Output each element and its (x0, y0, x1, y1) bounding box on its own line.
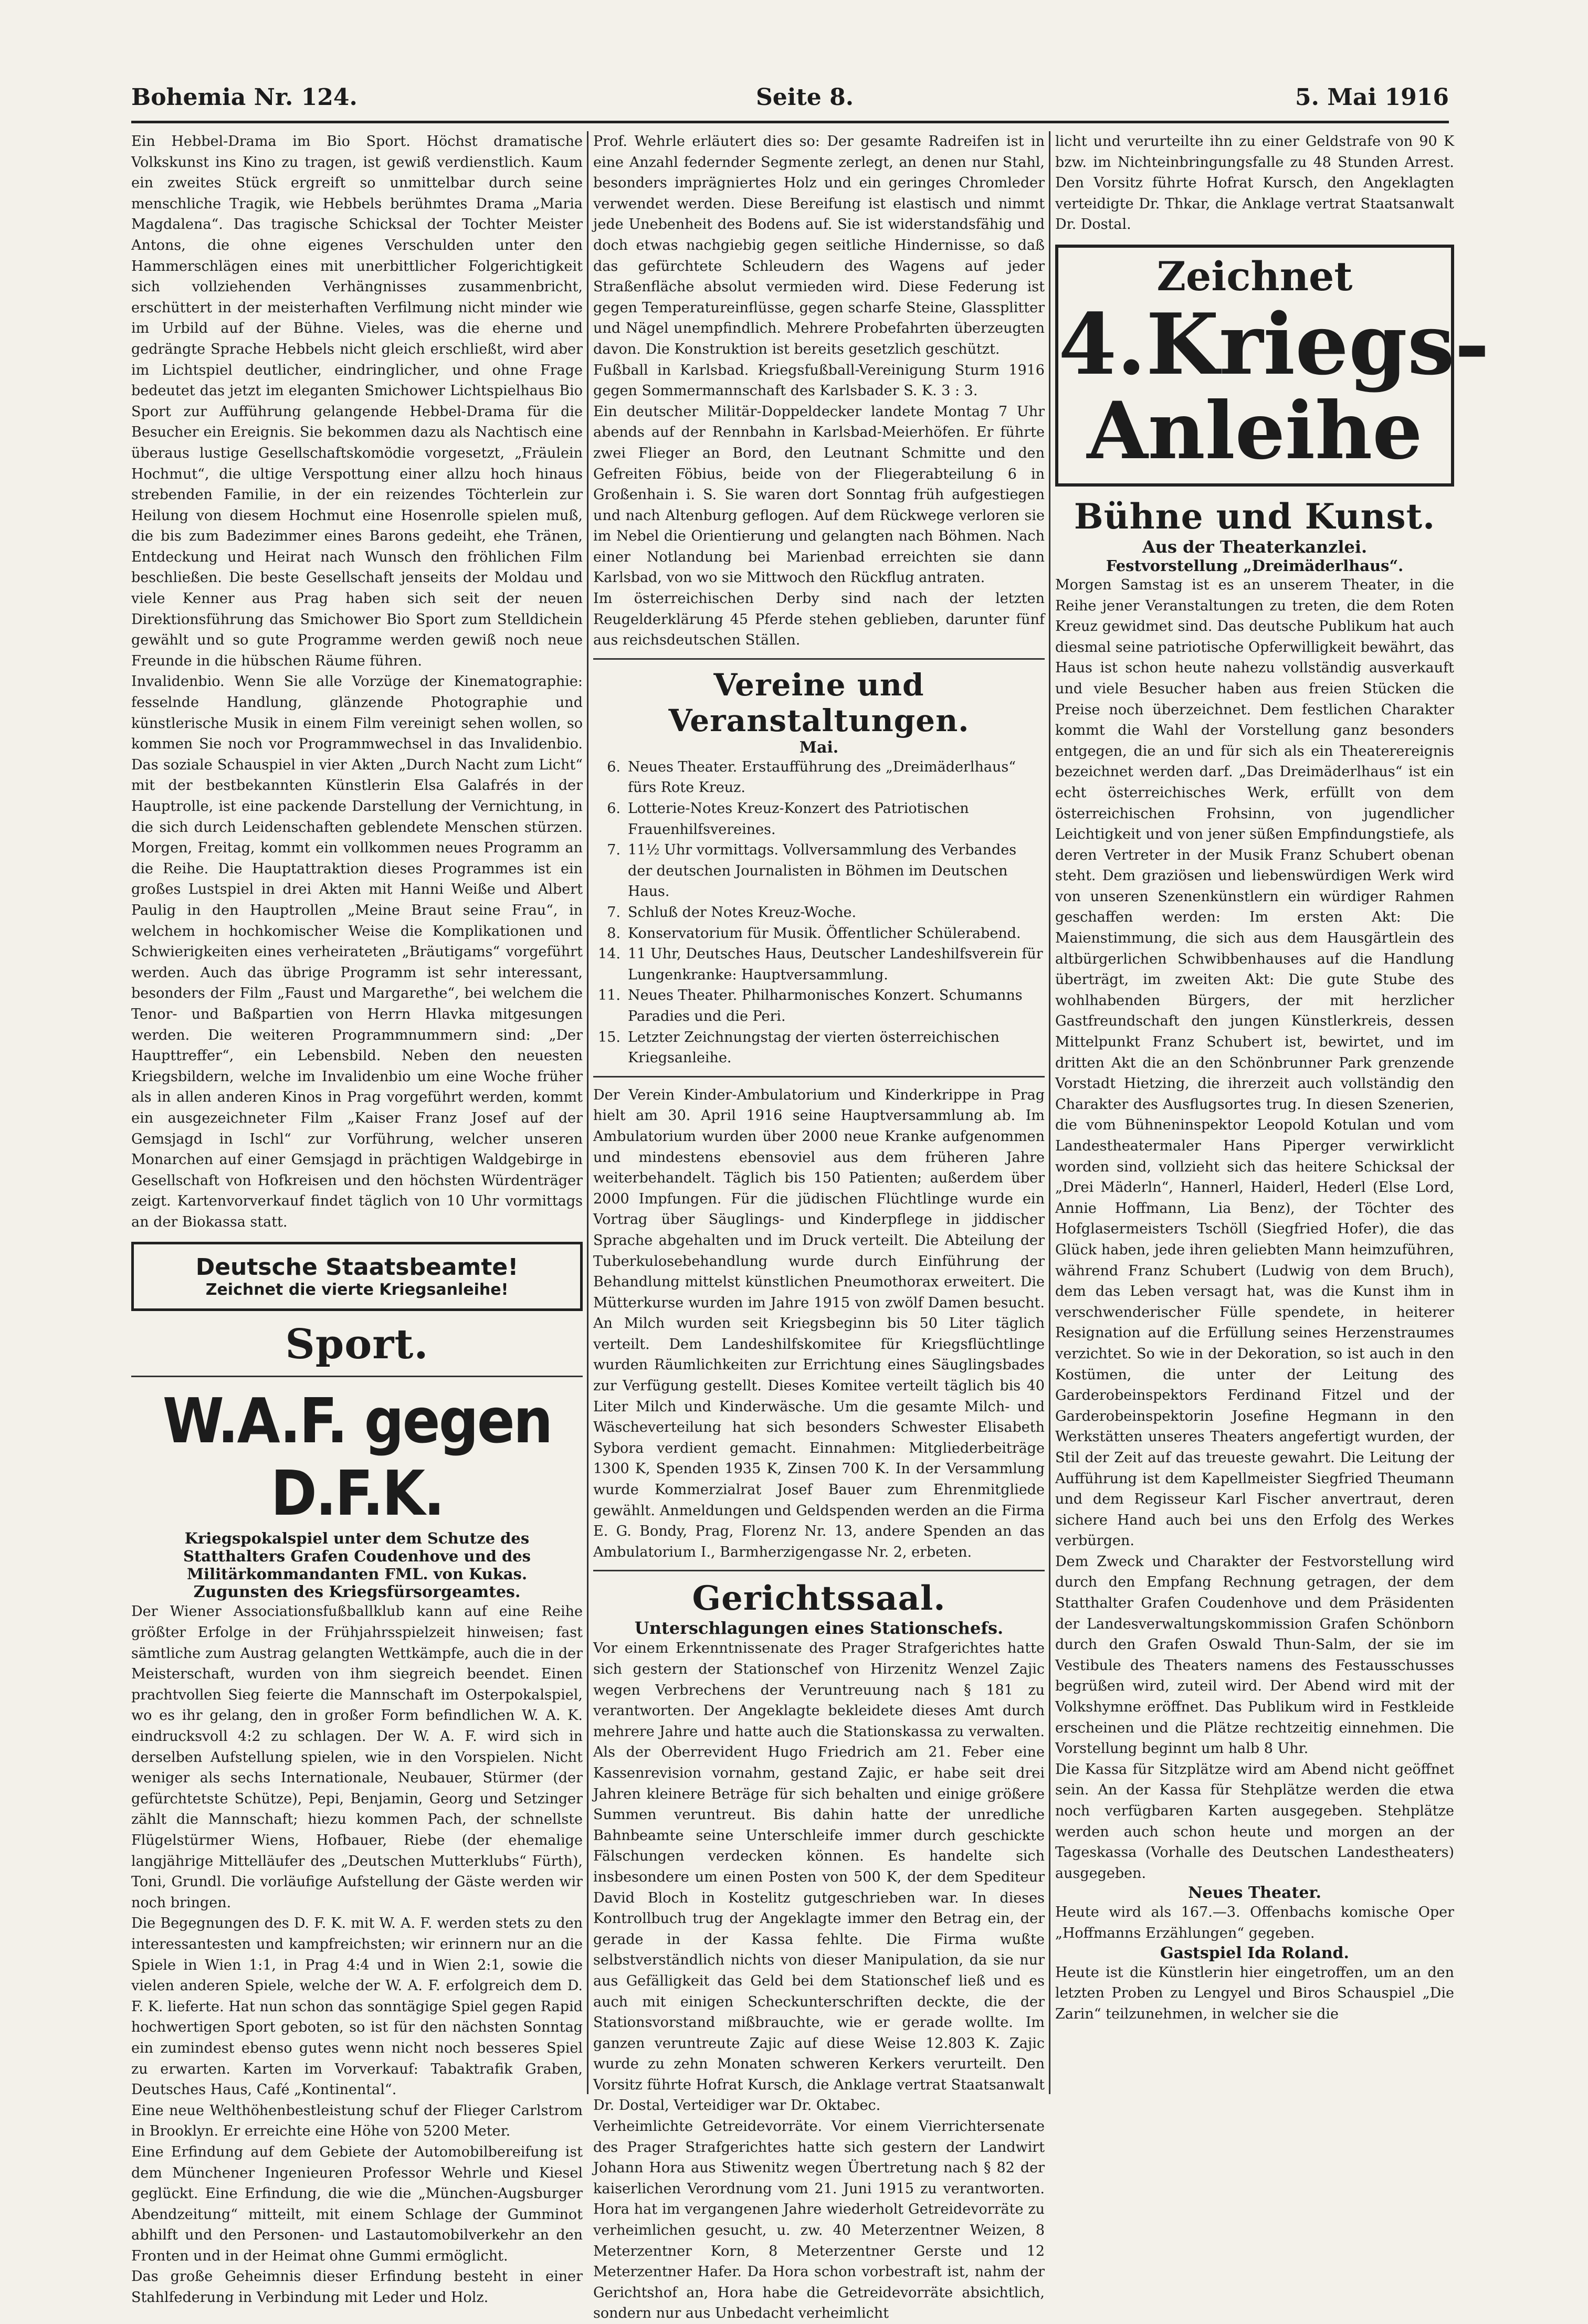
ad-anleihe: Anleihe (1087, 384, 1423, 477)
section-title-vereine: Vereine und Veranstaltungen. (668, 667, 970, 738)
subheadline-waf-2: Zugunsten des Kriegsfürsorgeamtes. (193, 1583, 521, 1602)
ad-staatsbeamte (131, 1242, 583, 1311)
article-wehrle: Prof. Wehrle erläutert dies so: Der gesamte Radreifen ist in eine Anzahl federnder Segmente zerlegt, an denen nur Stahl, besonders imprägniertes Holz und ein geringes Chromleder verwendet werden. Diese Bereifung ist elastisch und nimmt jede Unebenheit des Bodens auf. Sie ist widerstandsfähig und doch etwas nachgiebig gegen seitliche Hindernisse, so daß das gefürchtete Schleudern des Wagens auf jeder Straßenfläche absolut vermieden wird. Diese Federung ist gegen Temperatureinflüsse, gegen scharfe Steine, Glassplitter und Nägel unempfindlich. Mehrere Probefahrten überzeugten davon. Die Konstruktion ist bereits gesetzlich geschützt. (593, 133, 1045, 357)
list-item: 8. Konservatorium für Musik. Öffentlicher Schülerabend. (607, 925, 1021, 942)
article-gastspiel: Heute ist die Künstlerin hier eingetroffen, um an den letzten Proben zu Lengyel und Biros Schauspiel „Die Zarin“ teilzunehmen, in welcher sie die (1055, 1964, 1454, 2022)
issue-date: 5. Mai 1916 (1295, 84, 1449, 111)
events-list (593, 757, 1045, 1069)
article-continued: licht und verurteilte ihn zu einer Geldstrafe von 90 K bzw. im Nichteinbringungsfalle zu 48 Stunden Arrest. Den Vorsitz führte Hofrat Kursch, den Angeklagten verteidigte Dr. Thkar, die Anklage vertrat Staatsanwalt Dr. Dostal. (1055, 133, 1454, 233)
column-divider (587, 131, 588, 2094)
column-middle (593, 131, 1045, 2324)
headline-unterschlagungen: Unterschlagungen eines Stationschefs. (634, 1618, 1004, 1639)
article-doppeldecker: Ein deutscher Militär-Doppeldecker landete Montag 7 Uhr abends auf der Rennbahn in Karlsbad-Meierhöfen. Er führte zwei Flieger an Bord, den Leutnant Schmitte und den Gefreiten Föbius, beide von der Fliegerabteilung 6 in Großenhain i. S. Sie waren dort Sonntag früh aufgestiegen und nach Altenburg geflogen. Auf dem Rückwege verloren sie im Nebel die Orientierung und gelangten nach Böhmen. Nach einer Notlandung bei Marienbad erreichten sie dann Karlsbad, von wo sie Mittwoch den Rückflug antraten. (593, 403, 1045, 586)
section-title-buehne: Bühne und Kunst. (1074, 495, 1436, 537)
subhead-gastspiel: Gastspiel Ida Roland. (1160, 1943, 1349, 1962)
ad-zeichnet: Zeichnet (1156, 252, 1353, 300)
ad-line-2: Zeichnet die vierte Kriegsanleihe! (205, 1281, 509, 1300)
article-fest-1: Morgen Samstag ist es an unserem Theater, in die Reihe jener Veranstaltungen zu treten, die dem Roten Kreuz gewidmet sind. Das deutsche Publikum hat auch diesmal seine patriotische Opferwilligkeit bewährt, das Haus ist schon heute nahezu vollständig ausverkauft und viele Besucher haben aus freien Stücken die Preise noch überzeichnet. Dem festlichen Charakter kommt die Wahl der Vorstellung ganz besonders entgegen, die an und für sich als ein Theaterereignis bezeichnet werden darf. „Das Dreimäderlhaus“ ist ein echt österreichisches Werk, erfüllt von dem österreichischen Frohsinn, von jugendlicher Leichtigkeit und von jener süßen Empfindungstiefe, als deren Vertreter in der Musik Franz Schubert obenan steht. Dem graziösen und liebenswürdigen Werk wird von unseren Szenenkünstlern ein würdiger Rahmen geschaffen werden: Im ersten Akt: Die Maienstimmung, die sich aus dem Hausgärtlein des altbürgerlichen Schwibbenhauses auf die Handlung überträgt, im zweiten Akt: Die gute Stube des wohlhabenden Bürgers, der mit herzlicher Gastfreundschaft den jungen Künstlerkreis, dessen Mittelpunkt Franz Schubert ist, bewirtet, und im dritten Akt die an den Schönbrunner Park grenzende Vorstadt Hietzing, die ihrerzeit auch vollständig den Charakter des Ausflugsortes trug. In diesen Szenerien, die vom Bühneninspektor Leopold Kotulan und vom Landestheatermaler Hans Piperger verwirklicht worden sind, vollzieht sich das heitere Schicksal der „Drei Mäderln“, Hannerl, Haiderl, Hederl (Else Lord, Annie Hoffmann, Lia Benz), der Töchter des Hofglasermeisters Tschöll (Siegfried Hofer), die das Glück haben, jede ihren geliebten Mann heimzuführen, während Franz Schubert (Ludwig von dem Bruch), dem das Leben versagt hat, was die Kunst ihm in verschwenderischer Fülle spendete, in heiterer Resignation auf die Erfüllung seines Herzenstraumes verzichtet. So wie in der Dekoration, so ist auch in den Kostümen, die unter der Leitung des Garderobeinspektors Ferdinand Fitzel und der Garderobeinspektorin Josefine Hegmann in den Werkstätten unseres Theaters angefertigt wurden, der Stil der Zeit auf das treueste gewahrt. Die Leitung der Aufführung ist dem Kapellmeister Siegfried Theumann und dem Regisseur Karl Fischer anvertraut, deren sichere Hand auch bei uns den Erfolg des Werkes verbürgen. (1055, 576, 1454, 1549)
section-title-gerichtssaal: Gerichtssaal. (692, 1579, 946, 1619)
headline-waf: W.A.F. gegen D.F.K. (162, 1385, 552, 1530)
article-erfindung: Eine Erfindung auf dem Gebiete der Automobilbereifung ist dem Münchener Ingenieuren Professor Wehrle und Kiesel geglückt. Eine Erfindung, die wie die „München-Augsburger Abendzeitung“ mitteilt, mit einem Schlage der Gumminot abhilft und den Personen- und Lastautomobilverkehr an den Fronten und in der Heimat ohne Gummi ermöglicht. (131, 2143, 583, 2264)
ad-kriegsanleihe (1055, 245, 1490, 487)
article-fest-2: Dem Zweck und Charakter der Festvorstellung wird durch den Empfang Rechnung getragen, der dem Statthalter Grafen Coudenhove und dem Präsidenten der Landesverwaltungskommission Grafen Schönborn durch den Grafen Oswald Thun-Salm, der sie im Vestibule des Theaters namens des Festausschusses begrüßen wird, zuteil wird. Der Abend wird mit der Volkshymne eröffnet. Das Publikum wird in Festkleide erscheinen und die Plätze rechtzeitig einnehmen. Die Vorstellung beginnt um halb 8 Uhr. (1055, 1553, 1454, 1757)
section-title-sport: Sport. (285, 1321, 429, 1369)
list-item: 15. Letzter Zeichnungstag der vierten österreichischen Kriegsanleihe. (598, 1029, 1000, 1066)
column-left (131, 131, 583, 2308)
article-karlsbad: Fußball in Karlsbad. Kriegsfußball-Vereinigung Sturm 1916 gegen Sommermannschaft des Karlsbader S. K. 3 : 3. (593, 362, 1045, 399)
ad-kriegs: 4.Kriegs- (1058, 294, 1490, 394)
article-hebbel: Ein Hebbel-Drama im Bio Sport. Höchst dramatische Volkskunst ins Kino zu tragen, ist gewiß verdienstlich. Kaum ein zweites Stück ergreift so unmittelbar durch seine menschliche Tragik, wie Hebbels berühmtes Drama „Maria Magdalena“. Das tragische Schicksal der Tochter Meister Antons, die ohne eigenes Verschulden unter den Hammerschlägen eines mit unerbittlicher Folgerichtigkeit sich vollziehenden Verhängnisses zusammenbricht, erschüttert in der meisterhaften Verfilmung nicht minder wie im Urbild auf der Bühne. Vieles, was die eherne und gedrängte Sprache Hebbels nicht gleich erschließt, wird aber im Lichtspiel deutlicher, eindringlicher, und ohne Frage bedeutet das jetzt im eleganten Smichower Lichtspielhaus Bio Sport zur Aufführung gelangende Hebbel-Drama für die Besucher ein Ereignis. Sie bekommen dazu als Nachtisch eine überaus lustige Gesellschaftskomödie vorgesetzt, „Fräulein Hochmut“, die ultige Verspottung einer allzu hoch hinaus strebenden Familie, in der ein reizendes Töchterlein zur Heilung von diesem Hochmut eine Hosenrolle spielen muß, die bis zum Badezimmer eines Barons gedeiht, ehe Tränen, Entdeckung und Heirat nach Wunsch den fröhlichen Film beschließen. Die beste Gesellschaft jenseits der Moldau und viele Kenner aus Prag haben sich seit der neuen Direktionsführung das Smichower Bio Sport zum Stelldichein gewählt und so gute Programme werden gewiß noch neue Freunde in die hübschen Räume führen. (131, 133, 583, 669)
list-item: 6. Neues Theater. Erstaufführung des „Dreimäderlhaus“ fürs Rote Kreuz. (607, 758, 1016, 796)
article-getreide: Verheimlichte Getreidevorräte. Vor einem Vierrichtersenate des Prager Strafgerichtes hatte sich gestern der Landwirt Johann Hora aus Stiwenitz wegen Übertretung nach § 82 der kaiserlichen Verordnung vom 21. Juni 1915 zu verantworten. Hora hat im vergangenen Jahre wiederholt Getreidevorräte zu verheimlichen gesucht, u. zw. 40 Meterzentner Weizen, 8 Meterzentner Korn, 8 Meterzentner Gerste und 12 Meterzentner Hafer. Da Hora schon vorbestraft ist, nahm der Gerichtshof an, Hora habe die Getreidevorräte absichtlich, sondern nur aus Unbedacht verheimlicht (593, 2118, 1045, 2322)
subhead-festvorstellung: Festvorstellung „Dreimäderlhaus“. (1106, 556, 1404, 575)
subhead-theaterkanzlei: Aus der Theaterkanzlei. (1142, 536, 1368, 557)
article-unterschlagungen: Vor einem Erkenntnissenate des Prager Strafgerichtes hatte sich gestern der Stationschef von Hirzenitz Wenzel Zajic wegen Verbrechens der Veruntreuung nach § 181 zu verantworten. Der Angeklagte bekleidete dieses Amt durch mehrere Jahre und hatte auch die Stationskassa zu verwalten. Als der Oberrevident Hugo Friedrich am 21. Feber eine Kassenrevision vornahm, gestand Zajic, er habe seit drei Jahren kleinere Beträge für sich behalten und einige größere Summen veruntreut. Bis dahin hatte der unredliche Bahnbeamte seine Unterschleife immer durch geschickte Fälschungen verdecken können. Es handelte sich insbesondere um einen Posten von 500 K, der dem Spediteur David Bloch in Kostelitz gutgeschrieben war. In dieses Kontrollbuch trug der Angeklagte immer den Betrag ein, der gerade in der Kassa fehlte. Die Firma wußte selbstverständlich nichts von dieser Manipulation, da sie nur aus Gefälligkeit das Geld bei dem Stationschef ließ und es auch mit einigen Scheckunterschriften deckte, die der Stationsvorstand mißbrauchte, wie er gerade wollte. Im ganzen veruntreute Zajic auf diese Weise 12.803 K. Zajic wurde zu zehn Monaten schweren Kerkers verurteilt. Den Vorsitz führte Hofrat Kursch, die Anklage vertrat Staatsanwalt Dr. Dostal, Verteidiger war Dr. Oktabec. (593, 1640, 1045, 2114)
list-item: 14. 11 Uhr, Deutsches Haus, Deutscher Landeshilfsverein für Lungenkranke: Hauptversammlung. (598, 946, 1043, 983)
list-item: 7. Schluß der Notes Kreuz-Woche. (607, 904, 857, 921)
ad-line-1: Deutsche Staatsbeamte! (195, 1254, 519, 1281)
page-header (131, 79, 1449, 123)
column-right (1055, 131, 1490, 2024)
column-divider (1049, 131, 1050, 2094)
publication-name: Bohemia Nr. 124. (131, 84, 357, 111)
subhead-neues-theater: Neues Theater. (1188, 1884, 1321, 1903)
article-erfindung-2: Das große Geheimnis dieser Erfindung besteht in einer Stahlfederung in Verbindung mit Leder und Holz. (131, 2268, 583, 2306)
article-fest-3: Die Kassa für Sitzplätze wird am Abend nicht geöffnet sein. An der Kassa für Stehplätze werden die etwa noch verfügbaren Karten ausgegeben. Stehplätze werden auch schon heute und morgen an der Tageskassa (Vorhalle des Deutschen Landestheaters) ausgegeben. (1055, 1761, 1454, 1882)
list-item: 11. Neues Theater. Philharmonisches Konzert. Schumanns Paradies und die Peri. (598, 987, 1023, 1024)
article-welthoehe: Eine neue Welthöhenbestleistung schuf der Flieger Carlstrom in Brooklyn. Er erreichte eine Höhe von 5200 Meter. (131, 2102, 583, 2140)
article-waf-2: Die Begegnungen des D. F. K. mit W. A. F. werden stets zu den interessantesten und kampfreichsten; wir erinnern nur an die Spiele in Wien 1:1, in Prag 4:4 und in Wien 2:1, sowie die vielen anderen Spiele, welche der W. A. F. erfolgreich dem D. F. K. lieferte. Hat nun schon das sonntägige Spiel gegen Rapid hochwertigen Sport geboten, so ist für den nächsten Sonntag ein zumindest ebenso gutes wenn nicht noch besseres Spiel zu erwarten. Karten im Vorverkauf: Tabaktrafik Graben, Deutsches Haus, Café „Kontinental“. (131, 1915, 583, 2098)
page-number: Seite 8. (756, 84, 854, 111)
subheadline-waf: Kriegspokalspiel unter dem Schutze des Statthalters Grafen Coudenhove und des Militärkommandanten FML. von Kukas. (183, 1529, 531, 1583)
article-invalidenbio: Invalidenbio. Wenn Sie alle Vorzüge der Kinematographie: fesselnde Handlung, glänzende Photographie und künstlerische Musik in einem Film vereinigt sehen wollen, so kommen Sie noch vor Programmwechsel in das Invalidenbio. Das soziale Schauspiel in vier Akten „Durch Nacht zum Licht“ mit der bestbekannten Künstlerin Elsa Galafrés in der Hauptrolle, ist eine packende Darstellung der Vernichtung, in die sich durch Leidenschaften geblendete Menschen stürzen. Morgen, Freitag, kommt ein vollkommen neues Programm an die Reihe. Die Hauptattraktion dieses Programmes ist ein großes Lustspiel in drei Akten mit Hanni Weiße und Albert Paulig in den Hauptrollen „Meine Braut seine Frau“, in welchem in hochkomischer Weise die Komplikationen und Schwierigkeiten eines verheirateten „Bräutigams“ vorgeführt werden. Auch das übrige Programm ist sehr interessant, besonders der Film „Faust und Margarethe“, bei welchem die Tenor- und Baßpartien von Herrn Hlavka mitgesungen werden. Die weiteren Programmnummern sind: „Der Haupttreffer“, ein Lebensbild. Neben den neuesten Kriegsbildern, welche im Invalidenbio um eine Woche früher als in allen anderen Kinos in Prag vorgeführt werden, kommt ein ausgezeichneter Film „Kaiser Franz Josef auf der Gemsjagd in Ischl“ zur Vorführung, welcher unseren Monarchen auf einer Gemsjagd in prächtigen Waldgebirge in Gesellschaft von Hofkreisen und den höchsten Würdenträger zeigt. Kartenvorverkauf findet täglich von 10 Uhr vormittags an der Biokassa statt. (131, 673, 583, 1230)
article-waf: Der Wiener Associationsfußballklub kann auf eine Reihe größter Erfolge in der Frühjahrsspielzeit hinweisen; fast sämtliche zum Austrag gelangten Wettkämpfe, auch die in der Meisterschaft, wurden von ihm siegreich beendet. Einen prachtvollen Sieg feierte die Mannschaft im Osterpokalspiel, wo es ihr gelang, den in großer Form befindlichen W. A. K. eindrucksvoll 4:2 zu schlagen. Der W. A. F. wird sich in derselben Aufstellung spielen, wie in den Vorspielen. Nicht weniger als sechs Internationale, Neubauer, Stürmer (der gefürchtetste Schütze), Pepi, Benjamin, Georg und Setzinger zählt die Mannschaft; hiezu kommen Pach, der schnellste Flügelstürmer Wiens, Hofbauer, Riebe (der ehemalige langjährige Mittelläufer des „Deutschen Mutterklubs“ Fürth), Toni, Grundl. Die vorläufige Aufstellung der Gäste werden wir noch bringen. (131, 1603, 583, 1911)
article-derby: Im österreichischen Derby sind nach der letzten Reugelderklärung 45 Pferde stehen geblieben, darunter fünf aus reichsdeutschen Ställen. (593, 590, 1045, 649)
list-item: 7. 11½ Uhr vormittags. Vollversammlung des Verbandes der deutschen Journalisten in Böhmen im Deutschen Haus. (607, 842, 1017, 900)
article-ambulatorium: Der Verein Kinder-Ambulatorium und Kinderkrippe in Prag hielt am 30. April 1916 seine Hauptversammlung ab. Im Ambulatorium wurden über 2000 neue Kranke aufgenommen und mindestens ebensoviel aus dem früheren Jahre weiterbehandelt. Täglich bis 150 Patienten; außerdem über 2000 Impfungen. Für die jüdischen Flüchtlinge wurde ein Vortrag über Säuglings- und Kinderpflege in jiddischer Sprache abgehalten und im Druck verteilt. Die Abteilung der Tuberkulosebehandlung wurde durch Einführung der Behandlung mittelst künstlichen Pneumothorax erweitert. Die Mütterkurse wurden im Jahre 1915 von zwölf Damen besucht. An Milch wurden seit Kriegsbeginn bis 50 Liter täglich verteilt. Dem Landeshilfskomitee für Kriegsflüchtlinge wurden Räumlichkeiten zur Errichtung eines Säuglingsbades zur Verfügung gestellt. Dieses Komitee verteilt täglich bis 40 Liter Milch und Kinderwäsche. Um die gesamte Milch- und Wäscheverteilung hat sich besonders Schwester Elisabeth Sybora verdient gemacht. Einnahmen: Mitgliederbeiträge 1300 K, Spenden 1935 K, Zinsen 700 K. In der Versammlung wurde Kommerzialrat Josef Bauer zum Ehrenmitgliede gewählt. Anmeldungen und Geldspenden werden an die Firma E. G. Bondy, Prag, Florenz Nr. 13, andere Spenden an das Ambulatorium I., Barmherzigengasse Nr. 2, erbeten. (593, 1086, 1045, 1560)
list-item: 6. Lotterie-Notes Kreuz-Konzert des Patriotischen Frauenhilfsvereines. (607, 800, 969, 838)
month-label: Mai. (799, 738, 839, 757)
article-neues-theater: Heute wird als 167.—3. Offenbachs komische Oper „Hoffmanns Erzählungen“ gegeben. (1055, 1904, 1454, 1941)
